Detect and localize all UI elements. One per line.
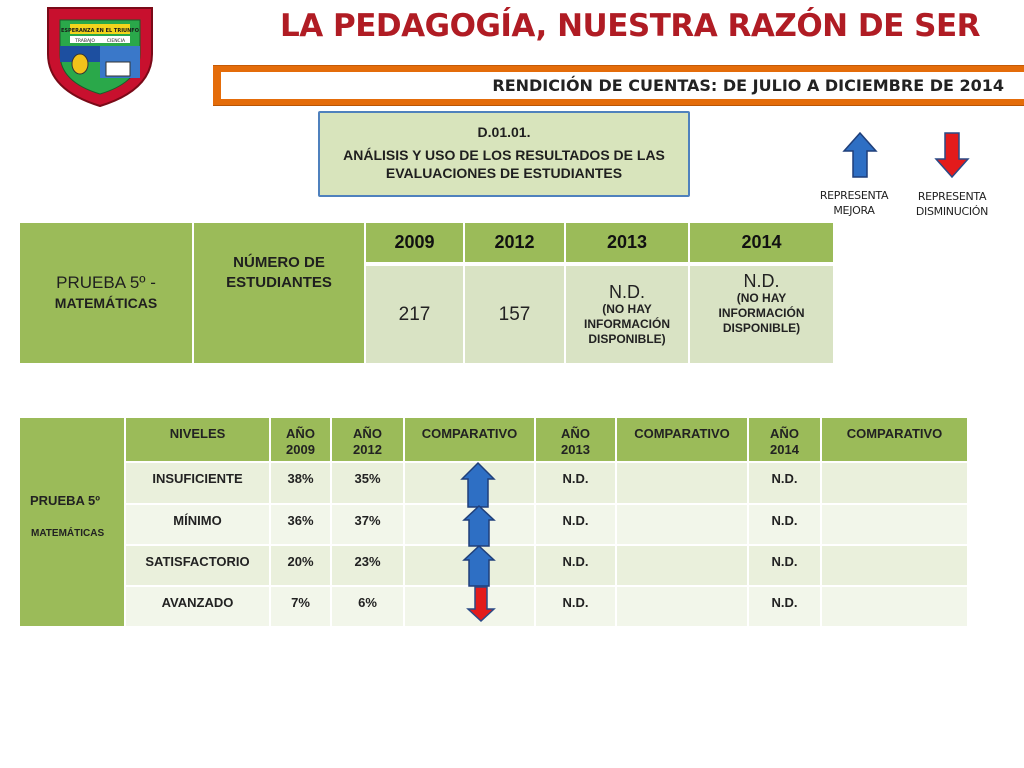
level-2013: N.D. xyxy=(536,463,615,503)
level-2013: N.D. xyxy=(536,546,615,585)
levels-header-comparativo-1: COMPARATIVO xyxy=(405,418,534,461)
level-2009: 7% xyxy=(271,587,330,626)
legend-decline-label: REPRESENTA DISMINUCIÓN xyxy=(915,190,989,218)
level-comparativo-2 xyxy=(617,505,747,544)
level-name: MÍNIMO xyxy=(126,505,269,544)
levels-test-label: PRUEBA 5º MATEMÁTICAS xyxy=(20,418,124,626)
level-2014: N.D. xyxy=(749,587,820,626)
level-comparativo-2 xyxy=(617,587,747,626)
level-2014: N.D. xyxy=(749,546,820,585)
trend-up-arrow-icon xyxy=(462,544,496,588)
level-2009: 38% xyxy=(271,463,330,503)
levels-header-2014: AÑO 2014 xyxy=(749,418,820,461)
students-2012-value: 157 xyxy=(465,266,564,363)
level-comparativo-2 xyxy=(617,546,747,585)
trend-up-arrow-icon xyxy=(460,461,496,509)
test-label-cell: PRUEBA 5º - MATEMÁTICAS xyxy=(20,223,192,363)
year-2013-header: 2013 xyxy=(566,223,688,262)
level-2014: N.D. xyxy=(749,505,820,544)
level-2012: 35% xyxy=(332,463,403,503)
level-name: INSUFICIENTE xyxy=(126,463,269,503)
indicator-code: D.01.01. xyxy=(477,124,531,140)
school-crest-logo xyxy=(40,2,160,108)
level-2009: 36% xyxy=(271,505,330,544)
page-title: LA PEDAGOGÍA, NUESTRA RAZÓN DE SER xyxy=(280,8,980,44)
trend-down-arrow-icon xyxy=(466,585,496,623)
level-comparativo-3 xyxy=(822,463,967,503)
level-2013: N.D. xyxy=(536,505,615,544)
level-2013: N.D. xyxy=(536,587,615,626)
trend-up-arrow-icon xyxy=(462,504,496,548)
levels-header-2013: AÑO 2013 xyxy=(536,418,615,461)
subtitle-banner xyxy=(213,65,1024,106)
improvement-up-arrow-icon xyxy=(842,131,878,179)
logo-motto: ESPERANZA EN EL TRIUNFO xyxy=(61,28,139,34)
level-2012: 23% xyxy=(332,546,403,585)
level-name: AVANZADO xyxy=(126,587,269,626)
year-2014-header: 2014 xyxy=(690,223,833,262)
levels-header-2012: AÑO 2012 xyxy=(332,418,403,461)
levels-header-niveles: NIVELES xyxy=(126,418,269,461)
indicator-box xyxy=(318,111,690,197)
year-2009-header: 2009 xyxy=(366,223,463,262)
levels-header-comparativo-2: COMPARATIVO xyxy=(617,418,747,461)
year-2012-header: 2012 xyxy=(465,223,564,262)
logo-word-1: TRABAJO xyxy=(75,39,95,44)
subtitle-text: RENDICIÓN DE CUENTAS: DE JULIO A DICIEMBRE DE 2014 xyxy=(492,76,1004,95)
level-2009: 20% xyxy=(271,546,330,585)
level-comparativo-2 xyxy=(617,463,747,503)
legend-improve-label: REPRESENTA MEJORA xyxy=(819,189,889,217)
levels-header-comparativo-3: COMPARATIVO xyxy=(822,418,967,461)
level-comparativo-3 xyxy=(822,546,967,585)
students-2014-value: N.D. (NO HAY INFORMACIÓN DISPONIBLE) xyxy=(690,266,833,363)
level-2012: 6% xyxy=(332,587,403,626)
level-name: SATISFACTORIO xyxy=(126,546,269,585)
student-count-header: NÚMERO DE ESTUDIANTES xyxy=(194,223,364,363)
level-2014: N.D. xyxy=(749,463,820,503)
indicator-description: ANÁLISIS Y USO DE LOS RESULTADOS DE LAS EVALUACIONES DE ESTUDIANTES xyxy=(343,147,665,181)
level-comparativo-3 xyxy=(822,587,967,626)
logo-word-2: CIENCIA xyxy=(106,39,126,44)
levels-header-2009: AÑO 2009 xyxy=(271,418,330,461)
students-2013-value: N.D. (NO HAY INFORMACIÓN DISPONIBLE) xyxy=(566,266,688,363)
level-comparativo-3 xyxy=(822,505,967,544)
students-2009-value: 217 xyxy=(366,266,463,363)
decline-down-arrow-icon xyxy=(934,131,970,179)
level-2012: 37% xyxy=(332,505,403,544)
